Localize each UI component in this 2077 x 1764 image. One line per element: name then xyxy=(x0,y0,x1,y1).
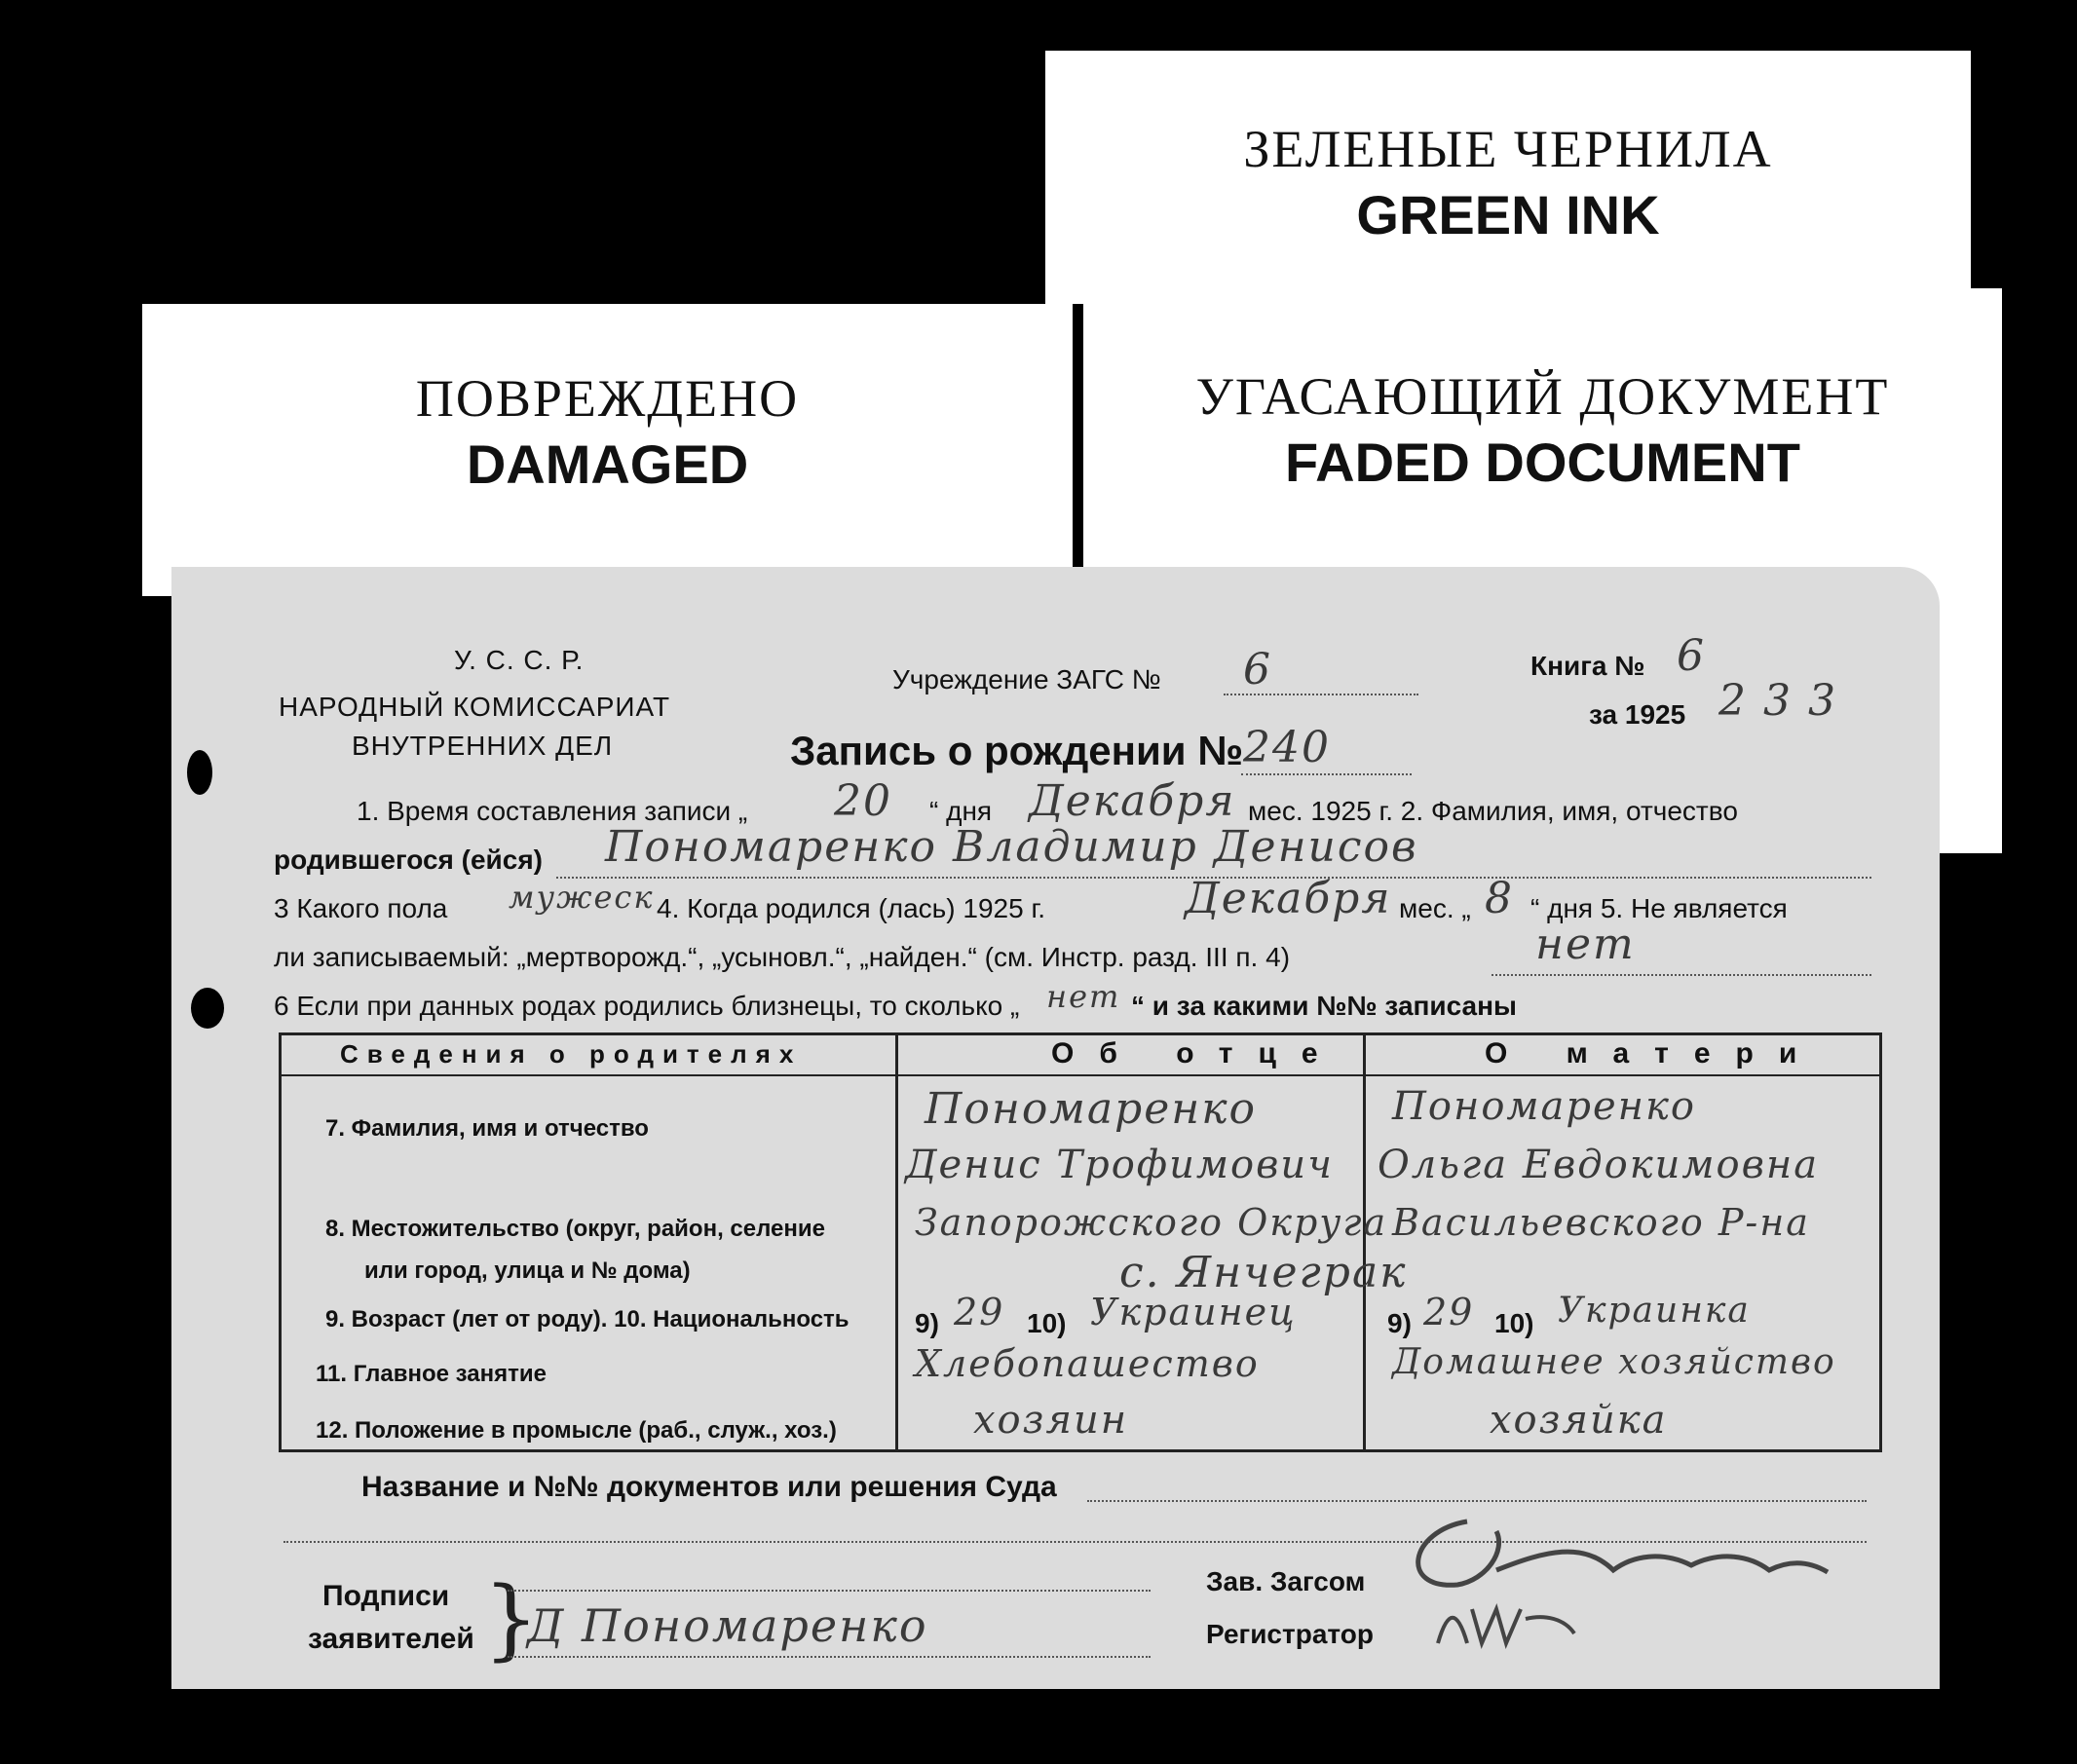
row-label-occupation: 11. Главное занятие xyxy=(316,1361,547,1387)
table-divider xyxy=(895,1035,898,1449)
mother-nationality: Украинка xyxy=(1558,1291,1751,1331)
father-nationality-prefix: 10) xyxy=(1027,1308,1067,1338)
row-label-position: 12. Положение в промысле (раб., служ., хоз.) xyxy=(316,1417,837,1444)
birth-month: Декабря xyxy=(1185,874,1392,923)
applicant-underline xyxy=(508,1590,1151,1592)
green-ink-card xyxy=(1045,51,1971,304)
father-nationality: Украинец xyxy=(1090,1291,1297,1333)
row-label-name: 7. Фамилия, имя и отчество xyxy=(325,1115,649,1142)
mother-residence-1: Васильевского Р-на xyxy=(1392,1201,1810,1244)
signature-brace: } xyxy=(483,1568,540,1670)
mother-given-names: Ольга Евдокимовна xyxy=(1378,1143,1820,1187)
table-header-father: Об отце xyxy=(1051,1037,1343,1070)
damage-hole xyxy=(187,750,212,795)
record-number: 240 xyxy=(1243,723,1331,772)
zags-label: Учреждение ЗАГС № xyxy=(892,664,1161,694)
applicant-underline-2 xyxy=(508,1656,1151,1658)
child-sex: мужеск xyxy=(509,879,655,916)
book-label: Книга № xyxy=(1530,651,1645,681)
documents-label: Название и №№ документов или решения Суда xyxy=(361,1471,1057,1503)
line2-label: родившегося (ейся) xyxy=(274,844,544,875)
green-ink-en: GREEN INK xyxy=(1356,184,1660,245)
line3-text-a: 3 Какого пола xyxy=(274,893,448,923)
line3-text-b: 4. Когда родился (лась) 1925 г. xyxy=(657,893,1046,923)
parents-table xyxy=(279,1032,1882,1452)
record-month: Декабря xyxy=(1029,776,1236,826)
mother-surname: Пономаренко xyxy=(1392,1084,1696,1129)
book-number: 6 xyxy=(1677,631,1706,681)
mother-position: хозяйка xyxy=(1490,1398,1668,1443)
line1-text-b: “ дня xyxy=(929,796,993,826)
line3-text-d: “ дня 5. Не является xyxy=(1530,893,1788,923)
table-header-parents: Сведения о родителях xyxy=(340,1039,803,1069)
year-handwriting: 2 3 3 xyxy=(1718,676,1837,726)
mother-age: 29 xyxy=(1423,1291,1475,1333)
child-name: Пономаренко Владимир Денисов xyxy=(605,822,1418,872)
twins-answer: нет xyxy=(1046,978,1121,1015)
table-header-mother: О матери xyxy=(1485,1037,1823,1070)
birth-record-document xyxy=(171,567,1940,1689)
applicant-signature: Д Пономаренко xyxy=(527,1599,928,1652)
faded-document-ru: УГАСАЮЩИЙ ДОКУМЕНТ xyxy=(1195,367,1890,426)
father-position: хозяин xyxy=(973,1398,1129,1443)
father-residence-1: Запорожского Округа xyxy=(915,1201,1388,1244)
zags-underline xyxy=(1224,694,1418,695)
father-age-prefix: 9) xyxy=(915,1308,939,1338)
table-header-divider xyxy=(282,1074,1879,1076)
head-signature xyxy=(1399,1512,1837,1599)
year-label: за 1925 xyxy=(1589,699,1686,730)
line3-text-c: мес. „ xyxy=(1399,893,1471,923)
father-given-names: Денис Трофимович xyxy=(905,1143,1335,1187)
damaged-card xyxy=(142,304,1073,596)
line5-text-b: “ и за какими №№ записаны xyxy=(1131,991,1517,1021)
green-ink-ru: ЗЕЛЕНЫЕ ЧЕРНИЛА xyxy=(1243,120,1773,178)
row-label-age-nationality: 9. Возраст (лет от роду). 10. Национальность xyxy=(325,1306,850,1332)
line1-text-a: 1. Время составления записи „ xyxy=(357,796,748,826)
father-occupation: Хлебопашество xyxy=(915,1342,1260,1385)
record-title: Запись о рождении № xyxy=(790,728,1244,773)
mother-age-prefix: 9) xyxy=(1387,1308,1412,1338)
row-label-residence-2: или город, улица и № дома) xyxy=(364,1257,691,1284)
mother-nationality-prefix: 10) xyxy=(1494,1308,1534,1338)
damaged-ru: ПОВРЕЖДЕНО xyxy=(415,369,800,428)
father-residence-2: с. Янчеграк xyxy=(1119,1248,1408,1297)
mother-occupation: Домашнее хозяйство xyxy=(1392,1342,1836,1382)
commissariat-line-2: ВНУТРЕННИХ ДЕЛ xyxy=(352,731,614,761)
damaged-en: DAMAGED xyxy=(466,433,749,495)
faded-document-en: FADED DOCUMENT xyxy=(1285,432,1800,493)
record-underline xyxy=(1241,773,1412,775)
registrar-signature xyxy=(1428,1590,1584,1658)
commissariat-line-1: НАРОДНЫЙ КОМИССАРИАТ xyxy=(279,692,671,722)
damage-hole xyxy=(191,988,224,1029)
sign-label-2: заявителей xyxy=(308,1623,474,1655)
sign-label-1: Подписи xyxy=(322,1580,450,1612)
zags-number: 6 xyxy=(1243,645,1272,694)
head-label: Зав. Загсом xyxy=(1206,1566,1366,1596)
documents-underline xyxy=(1087,1500,1867,1502)
record-day: 20 xyxy=(834,776,892,826)
line1-text-c: мес. 1925 г. 2. Фамилия, имя, отчество xyxy=(1248,796,1738,826)
row-label-residence-1: 8. Местожительство (округ, район, селение xyxy=(325,1216,825,1242)
birth-day: 8 xyxy=(1485,874,1514,923)
line4-answer: нет xyxy=(1535,920,1636,969)
registrar-label: Регистратор xyxy=(1206,1619,1374,1649)
line4-underline xyxy=(1492,974,1871,976)
father-surname: Пономаренко xyxy=(925,1084,1257,1134)
line5-text-a: 6 Если при данных родах родились близнецы, то сколько „ xyxy=(274,991,1020,1021)
ussr-label: У. С. С. Р. xyxy=(454,645,585,675)
line4-text: ли записываемый: „мертворожд.“, „усыновл.“, „найден.“ (см. Инстр. разд. III п. 4) xyxy=(274,942,1291,972)
father-age: 29 xyxy=(954,1291,1005,1333)
